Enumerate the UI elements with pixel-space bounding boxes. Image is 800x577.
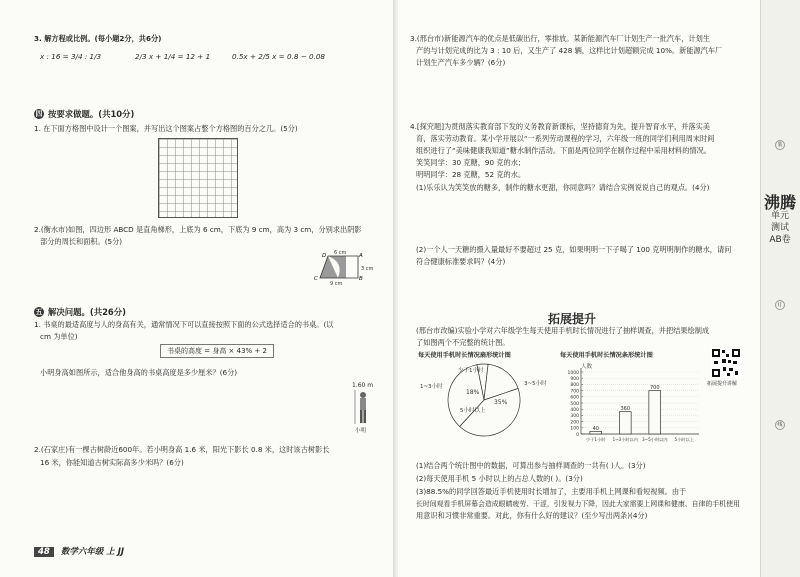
r-q4-line1: 4.[探究题]为贯彻落实教育部下发的义务教育新课标，坚持德育为先，提升智育水平，并落实美: [410, 122, 710, 131]
ext-sub1: (1)结合两个统计图中的数据，可算出参与抽样调查的一共有( )人。(3分): [416, 461, 646, 470]
bar-mark: [649, 391, 661, 434]
bar-y-tick: 300: [570, 414, 579, 420]
equation-1: x : 16 = 3/4 : 1/3: [40, 52, 102, 61]
binding-dot-3: 线: [775, 420, 785, 430]
trap-top-label: 6 cm: [334, 250, 347, 256]
vertex-B: B: [359, 276, 363, 282]
bar-category-label: 5小时以上: [674, 437, 694, 442]
r-q4-line5: 明明同学：28 克糖，52 克的水。: [416, 170, 526, 179]
qr-caption: 拓展提升讲解: [707, 381, 738, 387]
r-q3-line3: 计划生产汽车多少辆？(6分): [416, 58, 506, 67]
s4-question-2-line2: 部分的周长和面积。(5分): [40, 237, 123, 246]
bar-mark: [619, 412, 631, 434]
bar-chart-title: 每天使用手机时长情况条形统计图: [560, 352, 653, 359]
brand-logo: 沸腾: [764, 193, 797, 212]
r-q3-line1: 3.(邢台市)新能源汽车的优点是低碳出行，零排放。某新能源汽车厂计划生产一批汽车，计划生: [410, 34, 710, 43]
bar-y-tick: 700: [570, 389, 579, 395]
binding-dot-1: 装: [775, 140, 785, 150]
r-q4-line2: 育，落实劳动教育。某小学开展以“一系列劳动课程的学习，六年级一班的同学们利用周末时间: [416, 134, 715, 143]
section-5-header: [34, 306, 126, 318]
xiaoming-label: 小明: [355, 428, 367, 434]
bar-category-label: 1~3小时以内: [612, 437, 639, 442]
s5-question-2-line1: 2.(石家庄)有一棵古树龄近600年。若小明身高 1.6 米，阳光下影长 0.8 米，这时该古树影长: [34, 445, 330, 454]
side-vertical-text: 单元测试AB卷: [769, 211, 791, 245]
equation-2: 2/3 x + 1/4 = 12 + 1: [135, 52, 211, 61]
s5-question-1-line2: cm 为单位): [40, 332, 78, 341]
s5-question-2-line2: 16 米，你能知道古树实际高多少米吗？(6分): [40, 458, 184, 467]
s5-question-1-line3: 小明身高如图所示，适合他身高的书桌高度是多少厘米？(6分): [40, 368, 238, 377]
bar-y-label: 人数: [581, 364, 593, 370]
equation-3: 0.5x + 2/5 x = 0.8 − 0.08: [232, 52, 325, 61]
bar-value-label: 360: [620, 406, 631, 413]
pie-label-5p: 5小时以上: [460, 408, 486, 414]
pie-chart: [420, 360, 550, 440]
trapezoid-figure: [300, 248, 390, 288]
bar-category-label: 3~5小时以内: [641, 437, 668, 442]
section-4-title: 按要求做题。(共10分): [48, 109, 135, 119]
ext-sub3-line1: (3)88.5%的同学回答最近手机使用时长增加了，主要用手机上网课和看短视频。由于: [416, 487, 687, 496]
pie-label-lt1: 少于1小时: [458, 368, 484, 374]
height-label: 1.60 m: [352, 382, 374, 389]
bar-chart: [555, 358, 705, 460]
vertex-D: D: [322, 253, 327, 259]
bar-y-tick: 600: [570, 395, 579, 401]
page-subject-label: 数学六年级 上 JJ: [60, 547, 125, 557]
ext-sub3-line3: 用意识和习惯非常重要。对此，你有什么好的建议？(至少写出两条)(4分): [416, 511, 648, 520]
extension-title: 拓展提升: [548, 312, 597, 326]
qr-code-icon[interactable]: [711, 348, 741, 378]
pie-pct-35: 35%: [494, 399, 508, 406]
binding-dot-2: 订: [775, 300, 785, 310]
r-q4-sub2-line1: (2)一个人一天糖的摄入量最好不要超过 25 克，如果明明一下子喝了 100 克明明制作的糖水，请问: [416, 245, 732, 254]
pie-label-35: 3~5小时: [524, 381, 547, 387]
ext-sub2: (2)每天使用手机 5 小时以上的占总人数的( )。(3分): [416, 474, 583, 483]
left-page: [0, 0, 395, 577]
boy-figure-icon: [352, 390, 372, 426]
ext-intro-line2: 了如图两个不完整的统计图。: [416, 338, 510, 347]
pie-label-13: 1~3小时: [420, 384, 443, 390]
r-q4-sub2-line2: 符合健康标准要求吗？(4分): [416, 257, 506, 266]
bar-y-tick: 0: [576, 432, 579, 438]
bar-category-label: 少于1小时: [586, 437, 606, 442]
pie-chart-title: 每天使用手机时长情况扇形统计图: [418, 352, 511, 359]
trap-height-label: 3 cm: [361, 266, 374, 272]
s4-question-2-line1: 2.(衡水市)如图，四边形 ABCD 是直角梯形，上底为 6 cm，下底为 9 cm，高为 3 cm，分别求出阴影: [34, 225, 362, 234]
bar-y-tick: 800: [570, 383, 579, 389]
page-footer: [34, 545, 124, 557]
r-q3-line2: 产的与计划完成的比为 3 : 10 后，又生产了 428 辆，这样比计划超额完成 10%。新能源汽车厂: [416, 46, 723, 55]
bar-y-tick: 200: [570, 420, 579, 426]
square-grid[interactable]: [158, 138, 238, 218]
r-q4-line4: 笑笑同学：30 克糖，90 克的水；: [416, 158, 526, 167]
vertex-C: C: [314, 276, 318, 282]
section-4-header: [34, 108, 134, 120]
trap-bottom-label: 9 cm: [330, 281, 343, 287]
ext-intro-line1: (邢台市改编)实验小学对六年级学生每天使用手机时长情况进行了抽样调查，并把结果绘制成: [416, 326, 710, 335]
page-number: 48: [34, 547, 54, 557]
bar-y-tick: 100: [570, 426, 579, 432]
section-5-badge: 五: [35, 308, 43, 316]
bar-y-tick: 1000: [567, 370, 579, 376]
desk-height-formula: 书桌的高度 = 身高 × 43% + 2: [160, 344, 274, 358]
s4-question-1: 1. 在下面方格图中设计一个图案，并写出这个图案占整个方格图的百分之几。(5分): [34, 124, 298, 133]
r-q4-sub1: (1)乐乐认为笑笑放的糖多，制作的糖水更甜，你同意吗？请结合实例说说自己的观点。(4分): [416, 183, 710, 192]
q3-title: 3. 解方程或比例。(每小题2分，共6分): [34, 34, 162, 43]
section-4-badge: 四: [35, 110, 43, 118]
bar-value-label: 40: [592, 426, 599, 433]
side-strip: [760, 0, 800, 577]
ext-sub3-line2: 长时间观看手机屏幕会造成眼睛疲劳、干涩，引发视力下降，因此大家需要上网课和健康、自律的手机使用: [416, 500, 740, 508]
s5-question-1-line1: 1. 书桌的最适高度与人的身高有关，通常情况下可以直接按照下面的公式选择适合的书桌。(以: [34, 320, 334, 329]
bar-y-tick: 500: [570, 401, 579, 407]
pie-pct-18: 18%: [466, 389, 480, 396]
r-q4-line3: 组织进行了“美味健康我知道”糖水制作活动。下面是两位同学在制作过程中采用材料的情况。: [416, 146, 711, 155]
section-5-title: 解决问题。(共26分): [48, 307, 126, 317]
bar-y-tick: 400: [570, 408, 579, 413]
bar-y-tick: 900: [570, 377, 579, 382]
bar-value-label: 700: [649, 385, 660, 392]
vertex-A: A: [359, 253, 363, 259]
